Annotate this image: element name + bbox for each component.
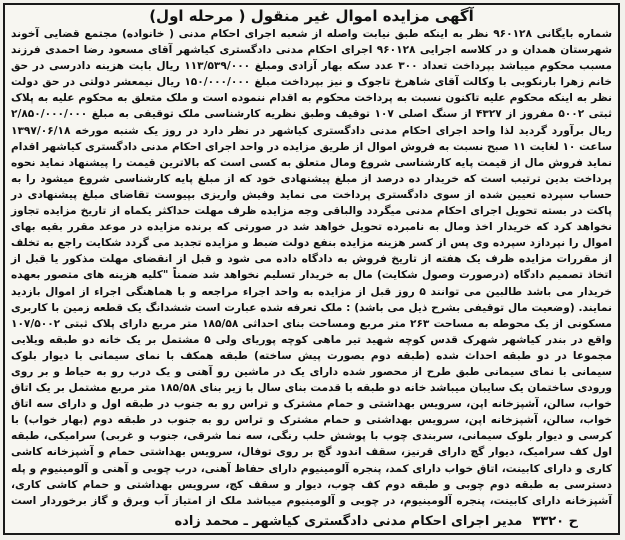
- notice-title: آگهی مزایده اموال غیر منقول ( مرحله اول): [149, 7, 474, 25]
- auction-notice: [3, 3, 620, 535]
- notice-signature: مدیر اجرای احکام مدنی دادگستری کیاشهر ـ محمد زاده: [174, 514, 523, 529]
- notice-body: شماره بایگانی ۹۶۰۱۲۸ نظر به اینکه طبق نیابت واصله از شعبه اجرای احکام مدنی ( خانواده) مجتمع قضایی آخوند شهرستان همدان و در کلاسه اجرایی ۹۶۰۱۲۸ اجرای احکام مدنی دادگستری کیاشهر آقای مسعود رضا احمدی فرزند مسبب محکوم میباشد بپرداخت تعداد ۳۰۰ عدد سکه بهار آزادی ومبلغ ۱۱۳/۵۳۹/۰۰۰ ریال بابت هزینه دادرسی در حق خانم زهرا بارنکوبی با وکالت آقای شاهرخ تاجوک و نیز بپرداخت مبلغ ۱۵۰/۰۰۰/۰۰۰ ریال نیمعشر دولتی در حق دولت نظر به اینکه محکوم علیه تاکنون نسبت به پرداخت محکوم به اقدام ننموده است و ملک متعلق به محکوم علیه به پلاک ثبتی ۵۰۰۲ مفروز از ۴۳۲۷ از سنگ اصلی ۱۰۷ توقیف وطبق نظریه کارشناسی ملک توقیفی به مبلغ ۲/۸۵۰/۰۰۰/۰۰۰ ریال برآورد گردید لذا واحد اجرای احکام مدنی دادگستری کیاشهر در نظر دارد در روز یک شنبه مورخه ۱۳۹۷/۰۶/۱۸ ساعت ۱۰ لغایت ۱۱ صبح نسبت به فروش اموال از طریق مزایده در واحد اجرای احکام مدنی دادگستری کیاشهر اقدام نماید فروش مال از قیمت پایه کارشناسی شروع ومال متعلق به کسی است که بالاترین قیمت را پیشنهاد نماید نحوه پرداخت بدین ترتیب است که خریدار ده درصد از مبلغ پیشنهادی خود که از مبلغ پایه کارشناسی شروع میشود را به حساب سپرده تعیین شده از سوی دادگستری پرداخت می نماید وفیش واریزی بپیوست تقاضای مبلغ پیشنهادی در پاکت در بسته تحویل اجرای احکام مدنی میگردد والباقی وجه مزایده ظرف مهلت حداکثر یکماه از تاریخ مزایده تجاوز نخواهد کرد که خریدار اخذ ومال به نامبرده تحویل خواهد شد در صورتی که برنده مزایده در موعد مقرر بقیه بهای اموال را نپردازد سپرده وی پس از کسر هزینه مزایده بنفع دولت ضبط و مزایده تجدید می گردد شکایت راجع به تخلف از مقررات مزایده ظرف یک هفته از تاریخ فروش به دادگاه داده می شود و قبل از انقضای مهلت مذکور یا قبل از اتخاذ تصمیم دادگاه (درصورت وصول شکایت) مال به خریدار تسلیم نخواهد شد ضمناً "کلیه هزینه های متصور بعهده خریدار می باشد طالبین می توانند ۵ روز قبل از مزایده به واحد اجراء مراجعه و با هماهنگی اجراء از اموال بازدید نمایند. (وضعیت مال توقیفی بشرح ذیل می باشد) : ملک تعرفه شده عبارت است ششدانگ یک قطعه زمین با کاربری مسکونی از یک محوطه به مساحت ۲۶۳ متر مربع ومساحت بنای احداثی ۱۸۵/۵۸ متر مربع دارای پلاک ثبتی ۱۰۷/۵۰۰۲ واقع در بندر کیاشهر شهرک قدس کوچه شهید تیر ماهی کوچه پوریای ولی ۵ مشتمل بر یک خانه دو طبقه ویلایی مجموعا در دو طبقه احداث شده (طبقه دوم بصورت پیش ساخته) طبقه همکف با نمای سیمانی با دیوار بلوک سیمانی با نمای سیمانی طبق طرح از محصور شده دارای یک در ماشین رو آهنی و یک درب رو به حیاط و بر روی ورودی ساختمان یک سایبان میباشد خانه دو طبقه با قدمت بنای سال با زیر بنای ۱۸۵/۵۸ متر مربع مشتمل بر یک اتاق خواب، سالن، آشپزخانه اپن، سرویس بهداشتی و حمام مشترک و تراس رو به جنوب در طبقه اول و دارای سه اتاق خواب، سالن، آشپزخانه اپن، سرویس بهداشتی و حمام مشترک و تراس رو به جنوب در طبقه دوم (بهار خواب) با کرسی و دیوار بلوک سیمانی، سربندی چوب با پوشش حلب رنگی، سه نما شرقی، جنوب و غربی) سرامیکی، طبقه اول کف سرامیک، دیوار گچ دارای قرنیز، سقف اندود گچ بر روی توفال، سرویس بهداشتی حمام و آشپزخانه کاشی کاری و دارای کابینت، اتاق خواب دارای کمد، پنجره آلومینیوم دارای حفاظ آهنی، درب چوبی و آهنی و آلومینیوم و پله دسترسی به طبقه دوم چوبی و طبقه دوم کف چوب، دیوار و سقف کچ، سرویس بهداشتی و حمام کاشی کاری، آشپزخانه دارای کابینت، پنجره آلومینیوم، در چوبی و آلومینیوم میباشد ملک از امتیاز آب وبرق و گاز برخوردار است: [11, 28, 613, 507]
- notice-footer: [5, 513, 618, 531]
- notice-code: ح ۳۳۲۰: [532, 514, 578, 529]
